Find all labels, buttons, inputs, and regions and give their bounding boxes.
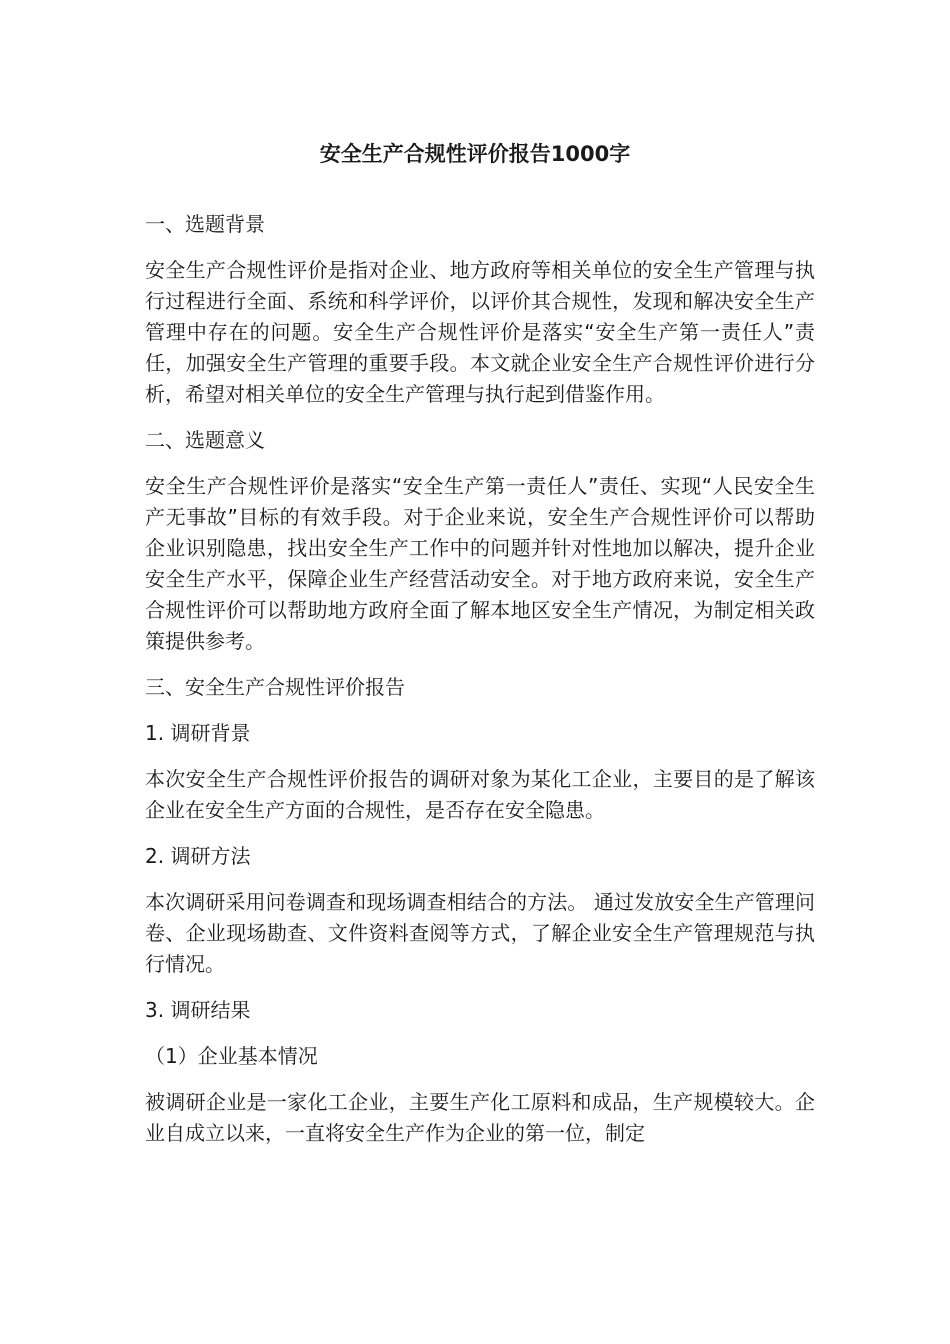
- paragraph-research-background: 本次安全生产合规性评价报告的调研对象为某化工企业，主要目的是了解该企业在安全生产方面的合规性，是否存在安全隐患。: [145, 767, 815, 822]
- subsection-heading-research-background: 1. 调研背景: [145, 721, 251, 745]
- document-title: 安全生产合规性评价报告1000字: [319, 142, 631, 166]
- subsection-heading-research-results: 3. 调研结果: [145, 998, 251, 1022]
- section-heading-significance: 二、选题意义: [145, 428, 265, 452]
- paragraph-significance: 安全生产合规性评价是落实“安全生产第一责任人”责任、实现“人民安全生产无事故”目标的有效手段。对于企业来说，安全生产合规性评价可以帮助企业识别隐患，找出安全生产工作中的问题并针对性地加以解决，提升企业安全生产水平，保障企业生产经营活动安全。对于地方政府来说，安全生产合规性评价可以帮助地方政府全面了解本地区安全生产情况，为制定相关政策提供参考。: [145, 474, 815, 653]
- subsection-heading-research-method: 2. 调研方法: [145, 844, 251, 868]
- paragraph-research-method: 本次调研采用问卷调查和现场调查相结合的方法。 通过发放安全生产管理问卷、企业现场勘查、文件资料查阅等方式，了解企业安全生产管理规范与执行情况。: [145, 890, 815, 976]
- paragraph-background: 安全生产合规性评价是指对企业、地方政府等相关单位的安全生产管理与执行过程进行全面、系统和科学评价，以评价其合规性，发现和解决安全生产管理中存在的问题。安全生产合规性评价是落实“安全生产第一责任人”责任，加强安全生产管理的重要手段。本文就企业安全生产合规性评价进行分析，希望对相关单位的安全生产管理与执行起到借鉴作用。: [145, 258, 815, 406]
- section-heading-background: 一、选题背景: [145, 212, 265, 236]
- document-body: [145, 209, 815, 1164]
- subsection-heading-company-overview: （1）企业基本情况: [145, 1044, 318, 1068]
- paragraph-company-overview: 被调研企业是一家化工企业，主要生产化工原料和成品，生产规模较大。企业自成立以来，一直将安全生产作为企业的第一位，制定: [145, 1090, 815, 1145]
- section-heading-report: 三、安全生产合规性评价报告: [145, 675, 405, 699]
